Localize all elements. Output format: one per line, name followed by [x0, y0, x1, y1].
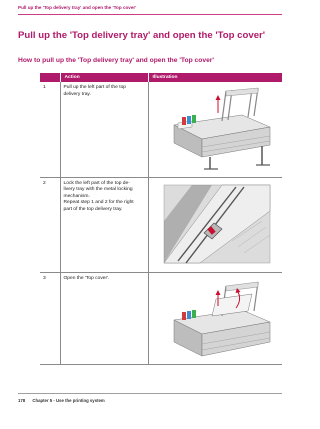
page-title: Pull up the 'Top delivery tray' and open the 'Top cover' [18, 30, 266, 41]
header-divider [18, 14, 282, 15]
step-action-line: part of the top delivery tray. [63, 206, 123, 212]
step-number: 3 [40, 272, 60, 364]
chapter-title: Chapter 5 - Use the printing system [32, 398, 105, 403]
step-illustration [148, 272, 282, 364]
step-action-line: Lock the left part of the top de- [63, 180, 130, 186]
table-header-row [40, 73, 282, 82]
running-header: Pull up the 'Top delivery tray' and open the 'Top cover' [18, 5, 137, 10]
column-header-action: Action [60, 73, 148, 82]
step-action-line: Pull up the left part of the top [63, 85, 127, 90]
step-action-line: Repeat step 1 and 2 for the right [63, 200, 134, 206]
metal-locking-mechanism-closeup [152, 181, 282, 267]
step-illustration [148, 177, 282, 272]
step-action [60, 177, 148, 272]
step-action [60, 82, 148, 177]
step-action-line: mechanism. [63, 193, 90, 199]
table-row [40, 177, 282, 272]
page-number: 178 [18, 398, 26, 403]
step-action [60, 272, 148, 364]
step-illustration [148, 82, 282, 177]
step-action-line: livery tray with the metal locking [63, 187, 133, 193]
printer-tray-pull-up-illustration [152, 85, 282, 171]
table-row [40, 272, 282, 364]
page-footer [18, 398, 105, 403]
column-header-number [40, 73, 60, 82]
printer-top-cover-open-illustration [152, 276, 282, 362]
step-number: 1 [40, 82, 60, 177]
section-title: How to pull up the 'Top delivery tray' and open the 'Top cover' [18, 57, 214, 64]
procedure-table [40, 73, 282, 365]
step-action-line: Open the 'Top cover'. [63, 275, 110, 281]
column-header-illustration: Illustration [148, 73, 282, 82]
footer-divider [18, 393, 282, 394]
step-number: 2 [40, 177, 60, 272]
step-action-line: delivery tray. [63, 91, 91, 97]
table-row [40, 82, 282, 177]
